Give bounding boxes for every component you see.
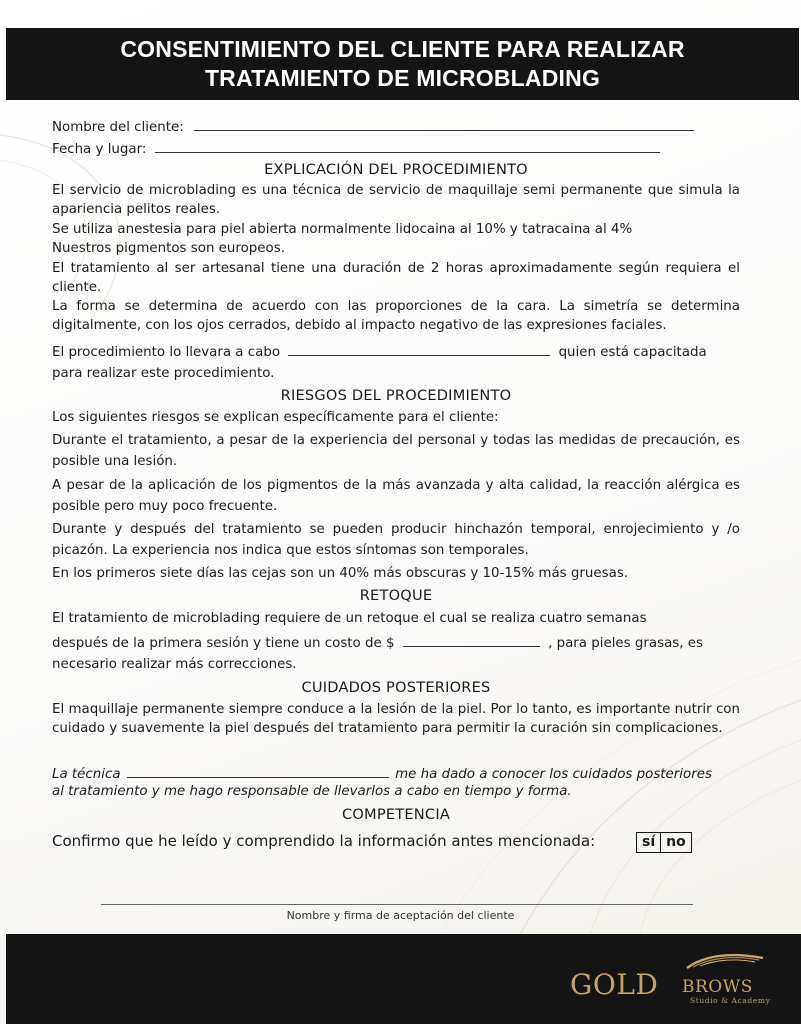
procedure-paragraph-1: El servicio de microblading es una técnica de servicio de maquillaje semi permanente que simula la apariencia pelitos reales. bbox=[52, 183, 740, 217]
competence-statement: Confirmo que he leído y comprendido la información antes mencionada: bbox=[52, 832, 596, 850]
touchup-line-1: El tratamiento de microblading requiere de un retoque el cual se realiza cuatro semanas bbox=[52, 611, 647, 626]
signature-caption: Nombre y firma de aceptación del cliente bbox=[286, 909, 515, 922]
technician-field[interactable] bbox=[127, 764, 389, 778]
yes-no-checkbox-group bbox=[636, 832, 692, 853]
date-place-field[interactable] bbox=[155, 139, 660, 153]
practitioner-text-after: quien está capacitada bbox=[558, 345, 707, 360]
eyebrow-brush-icon bbox=[685, 951, 765, 971]
practitioner-row bbox=[52, 342, 707, 360]
touchup-text-before: después de la primera sesión y tiene un costo de $ bbox=[52, 636, 395, 651]
signature-line[interactable] bbox=[101, 904, 693, 905]
risks-paragraph-1: Los siguientes riesgos se explican específicamente para el cliente: bbox=[52, 410, 499, 425]
touchup-cost-row bbox=[52, 633, 703, 651]
competence-heading: COMPETENCIA bbox=[341, 806, 451, 823]
footer-band bbox=[6, 934, 801, 1024]
touchup-line-3: necesario realizar más correcciones. bbox=[52, 657, 297, 672]
logo-gold-text: GOLD bbox=[570, 968, 659, 1001]
goldbrows-logo bbox=[570, 947, 775, 1011]
practitioner-field[interactable] bbox=[288, 342, 550, 356]
aftercare-heading: CUIDADOS POSTERIORES bbox=[301, 679, 491, 696]
practitioner-text-before: El procedimiento lo llevara a cabo bbox=[52, 345, 281, 360]
date-place-row bbox=[52, 139, 660, 157]
logo-subtitle: Studio & Academy bbox=[690, 996, 771, 1005]
technician-line-2: al tratamiento y me hago responsable de llevarlos a cabo en tiempo y forma. bbox=[52, 784, 572, 799]
risks-paragraph-2: Durante el tratamiento, a pesar de la experiencia del personal y todas las medidas de precaución, es posible una lesión. bbox=[52, 433, 740, 469]
yes-option[interactable]: sí bbox=[642, 834, 656, 850]
client-name-label: Nombre del cliente: bbox=[52, 120, 184, 135]
date-place-label: Fecha y lugar: bbox=[52, 142, 147, 157]
touchup-heading: RETOQUE bbox=[359, 587, 433, 604]
technician-row bbox=[52, 764, 712, 782]
touchup-cost-field[interactable] bbox=[403, 633, 540, 647]
procedure-paragraph-3: Nuestros pigmentos son europeos. bbox=[52, 241, 285, 256]
technician-text-after: me ha dado a conocer los cuidados posteriores bbox=[395, 767, 712, 782]
procedure-paragraph-5: La forma se determina de acuerdo con las proporciones de la cara. La simetría se determina digitalmente, con los ojos cerrados, debido al impacto negativo de las expresiones faciales. bbox=[52, 299, 740, 333]
logo-brows-text: BROWS bbox=[682, 977, 753, 997]
form-title-line-1: CONSENTIMIENTO DEL CLIENTE PARA REALIZAR bbox=[120, 36, 685, 62]
risks-paragraph-5: En los primeros siete días las cejas son un 40% más obscuras y 10-15% más gruesas. bbox=[52, 566, 629, 581]
touchup-text-after: , para pieles grasas, es bbox=[548, 636, 703, 651]
no-option[interactable]: no bbox=[660, 833, 691, 852]
risks-paragraph-4: Durante y después del tratamiento se pueden producir hinchazón temporal, enrojecimiento y /o picazón. La experiencia nos indica que estos síntomas son temporales. bbox=[52, 522, 740, 558]
procedure-paragraph-4: El tratamiento al ser artesanal tiene una duración de 2 horas aproximadamente según requiera el cliente. bbox=[52, 261, 740, 295]
aftercare-paragraph-1: El maquillaje permanente siempre conduce a la lesión de la piel. Por lo tanto, es importante nutrir con cuidado y suavemente la piel después del tratamiento para permitir la curación sin complicaciones. bbox=[52, 702, 740, 736]
client-name-row bbox=[52, 117, 694, 135]
client-name-field[interactable] bbox=[194, 117, 694, 131]
procedure-paragraph-2: Se utiliza anestesia para piel abierta normalmente lidocaina al 10% y tatracaina al 4% bbox=[52, 222, 633, 237]
risks-heading: RIESGOS DEL PROCEDIMIENTO bbox=[280, 387, 512, 404]
form-title-banner bbox=[6, 28, 799, 100]
practitioner-line-2: para realizar este procedimiento. bbox=[52, 366, 275, 381]
technician-text-before: La técnica bbox=[52, 767, 121, 782]
form-title-line-2: TRATAMIENTO DE MICROBLADING bbox=[204, 65, 601, 91]
risks-paragraph-3: A pesar de la aplicación de los pigmentos de la más avanzada y alta calidad, la reacción alérgica es posible pero muy poco frecuente. bbox=[52, 478, 740, 514]
procedure-heading: EXPLICACIÓN DEL PROCEDIMIENTO bbox=[264, 161, 528, 178]
